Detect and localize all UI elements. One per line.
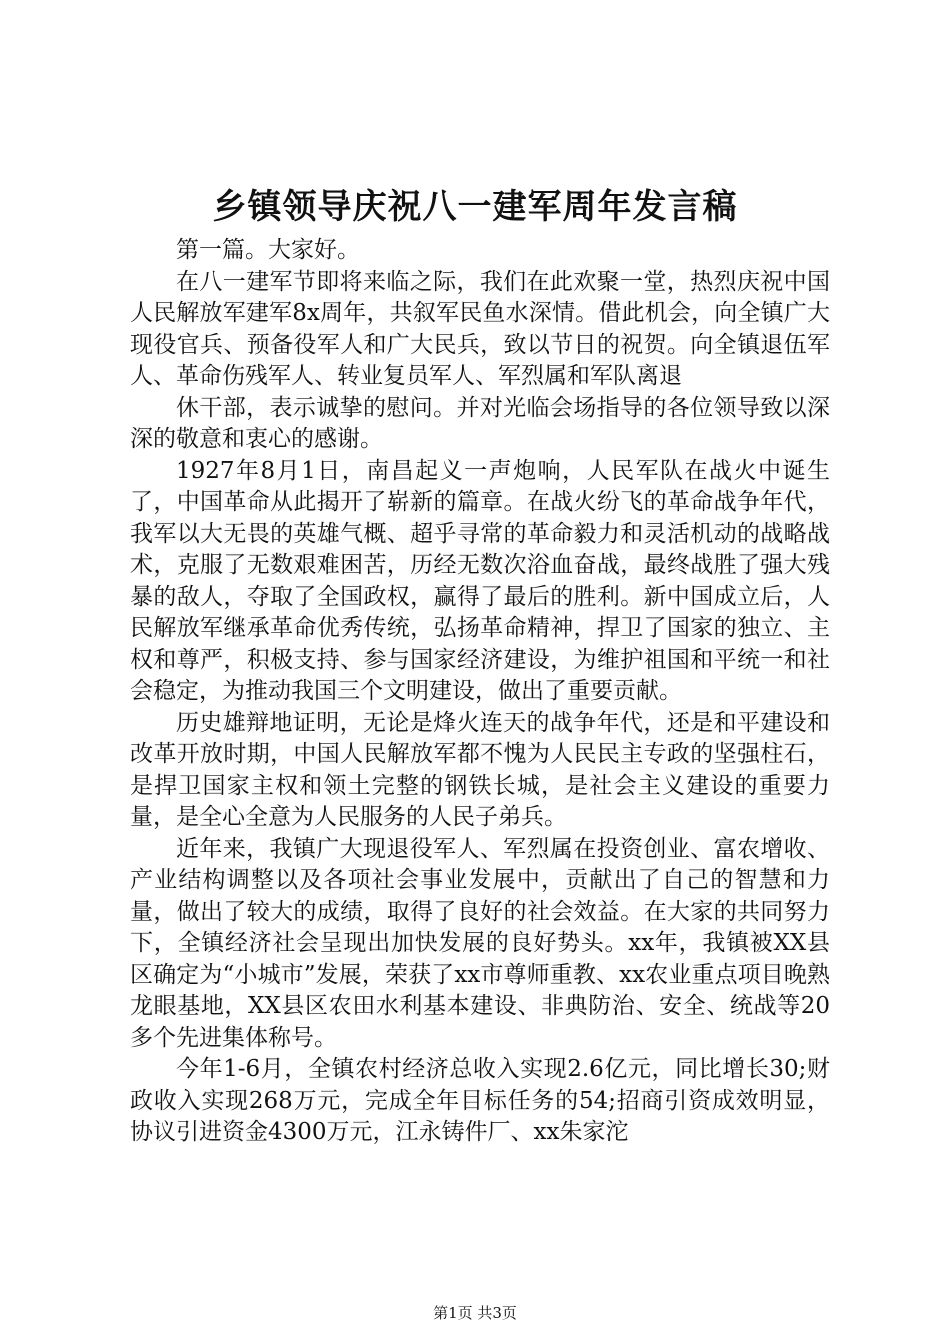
document-title: 乡镇领导庆祝八一建军周年发言稿: [212, 187, 738, 227]
paragraph: 休干部，表示诚挚的慰问。并对光临会场指导的各位领导致以深深的敬意和衷心的感谢。: [130, 394, 830, 452]
paragraph: 今年1-6月，全镇农村经济总收入实现2.6亿元，同比增长30;财政收入实现268万元，完成全年目标任务的54;招商引资成效明显，协议引进资金4300万元，江永铸件厂、xx朱家沱: [130, 1056, 830, 1145]
paragraph: 第一篇。大家好。: [176, 237, 360, 263]
document-body: [130, 235, 830, 1149]
paragraph: 1927年8月1日，南昌起义一声炮响，人民军队在战火中诞生了，中国革命从此揭开了崭新的篇章。在战火纷飞的革命战争年代，我军以大无畏的英雄气概、超乎寻常的革命毅力和灵活机动的战略战术，克服了无数艰难困苦，历经无数次浴血奋战，最终战胜了强大残暴的敌人，夺取了全国政权，赢得了最后的胜利。新中国成立后，人民解放军继承革命优秀传统，弘扬革命精神，捍卫了国家的独立、主权和尊严，积极支持、参与国家经济建设，为维护祖国和平统一和社会稳定，为推动我国三个文明建设，做出了重要贡献。: [130, 457, 830, 704]
paragraph: 近年来，我镇广大现退役军人、军烈属在投资创业、富农增收、产业结构调整以及各项社会事业发展中，贡献出了自己的智慧和力量，做出了较大的成绩，取得了良好的社会效益。在大家的共同努力下，全镇经济社会呈现出加快发展的良好势头。xx年，我镇被XX县区确定为“小城市”发展，荣获了xx市尊师重教、xx农业重点项目晚熟龙眼基地，XX县区农田水利基本建设、非典防治、安全、统战等20多个先进集体称号。: [130, 835, 830, 1051]
paragraph: 在八一建军节即将来临之际，我们在此欢聚一堂，热烈庆祝中国人民解放军建军8x周年，共叙军民鱼水深情。借此机会，向全镇广大现役官兵、预备役军人和广大民兵，致以节日的祝贺。向全镇退伍军人、革命伤残军人、转业复员军人、军烈属和军队离退: [130, 268, 830, 389]
page-footer: 第1页 共3页: [433, 1304, 517, 1322]
paragraph: 历史雄辩地证明，无论是烽火连天的战争年代，还是和平建设和改革开放时期，中国人民解放军都不愧为人民民主专政的坚强柱石，是捍卫国家主权和领土完整的钢铁长城，是社会主义建设的重要力量，是全心全意为人民服务的人民子弟兵。: [130, 709, 830, 830]
